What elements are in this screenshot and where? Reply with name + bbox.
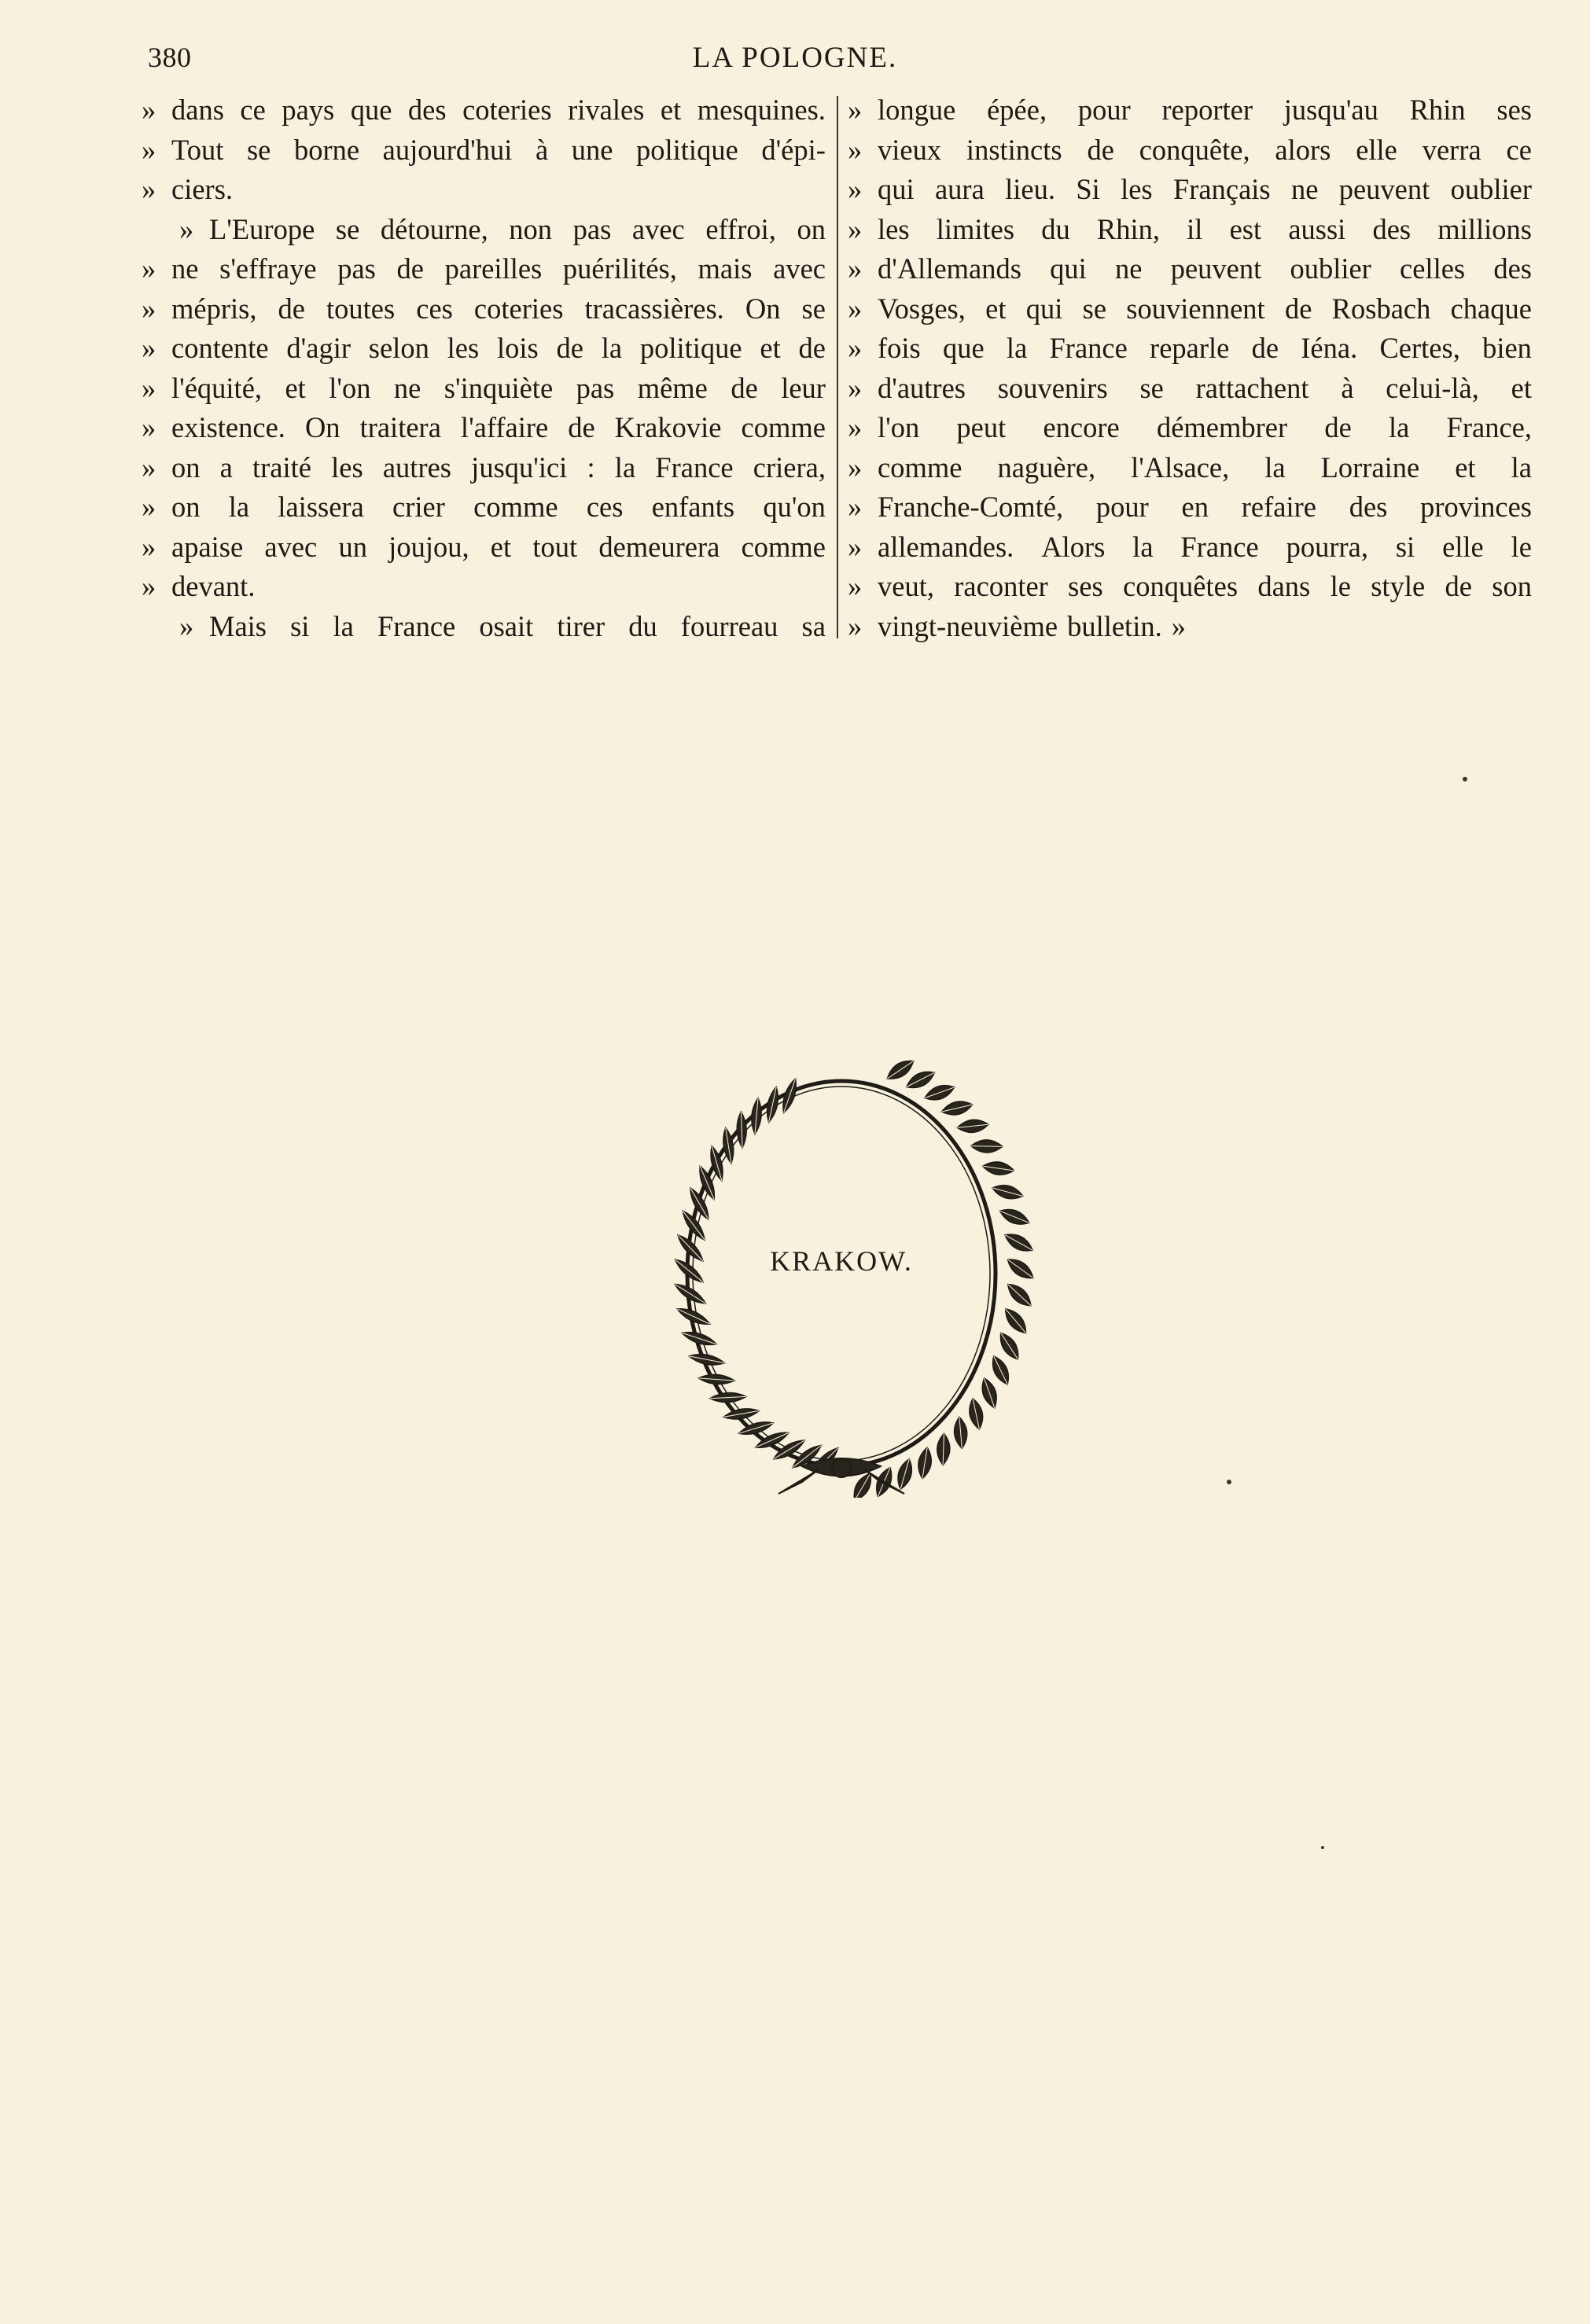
- text-line: [142, 448, 826, 488]
- krakow-vignette: [605, 1057, 1077, 1498]
- quote-mark: »: [142, 94, 156, 126]
- quote-mark: »: [848, 371, 863, 404]
- quote-mark: »: [179, 609, 194, 642]
- text-line: [848, 329, 1532, 369]
- line-text: veut, raconter ses conquêtes dans le style de son: [878, 570, 1532, 602]
- line-text: les limites du Rhin, il est aussi des millions: [878, 212, 1532, 245]
- text-line: [848, 607, 1532, 647]
- text-line: [142, 329, 826, 369]
- text-line: [142, 210, 826, 250]
- line-text: d'Allemands qui ne peuvent oublier celles des: [878, 252, 1532, 285]
- text-line: [848, 567, 1532, 607]
- text-line: [848, 249, 1532, 289]
- text-line: [142, 90, 826, 131]
- text-line: [848, 487, 1532, 528]
- line-text: longue épée, pour reporter jusqu'au Rhin ses: [878, 94, 1532, 126]
- quote-mark: »: [142, 332, 156, 364]
- left-column: [142, 90, 826, 646]
- text-line: [848, 448, 1532, 488]
- text-line: [142, 408, 826, 448]
- line-text: comme naguère, l'Alsace, la Lorraine et la: [878, 450, 1532, 484]
- text-line: [848, 90, 1532, 131]
- text-line: [142, 528, 826, 568]
- line-text: qui aura lieu. Si les Français ne peuvent oublier: [878, 173, 1532, 205]
- line-text: vieux instincts de conquête, alors elle verra ce: [878, 133, 1532, 166]
- line-text: l'équité, et l'on ne s'inquiète pas même de leur: [171, 371, 826, 404]
- text-line: [848, 408, 1532, 448]
- line-text: l'on peut encore démembrer de la France,: [878, 411, 1532, 443]
- text-line: [142, 289, 826, 329]
- quote-mark: »: [142, 450, 156, 484]
- quote-mark: »: [848, 133, 863, 166]
- quote-mark: »: [848, 491, 863, 523]
- text-line: [142, 131, 826, 171]
- quote-mark: »: [848, 570, 863, 602]
- text-line: [142, 567, 826, 607]
- line-text: dans ce pays que des coteries rivales et mesquines.: [171, 94, 826, 126]
- quote-mark: »: [142, 491, 156, 523]
- oak-branch-right: [849, 1057, 1037, 1498]
- quote-mark: »: [142, 292, 156, 325]
- wreath-engraving: [605, 1057, 1077, 1498]
- line-text: ciers.: [171, 173, 234, 205]
- quote-mark: »: [848, 252, 863, 285]
- line-text: Franche-Comté, pour en refaire des provinces: [878, 491, 1532, 523]
- text-line: [142, 487, 826, 528]
- line-text: on a traité les autres jusqu'ici : la France criera,: [171, 450, 826, 484]
- text-line: [848, 210, 1532, 250]
- text-line: [142, 170, 826, 210]
- text-line: [848, 131, 1532, 171]
- quote-mark: »: [142, 371, 156, 404]
- line-text: Vosges, et qui se souviennent de Rosbach chaque: [878, 292, 1532, 325]
- text-line: [142, 607, 826, 647]
- quote-mark: »: [848, 94, 863, 126]
- line-text: existence. On traitera l'affaire de Krakovie comme: [171, 411, 826, 443]
- text-line: [142, 369, 826, 409]
- quote-mark: »: [848, 450, 863, 484]
- line-text: ne s'effraye pas de pareilles puérilités, mais avec: [171, 252, 826, 285]
- quote-mark: »: [142, 173, 156, 205]
- text-line: [848, 528, 1532, 568]
- line-text: allemandes. Alors la France pourra, si elle le: [878, 530, 1532, 563]
- quote-mark: »: [179, 212, 194, 245]
- right-column: [848, 90, 1532, 646]
- quote-mark: »: [848, 212, 863, 245]
- quote-mark: »: [142, 570, 156, 602]
- line-text: apaise avec un joujou, et tout demeurera comme: [171, 530, 826, 563]
- line-text: fois que la France reparle de Iéna. Certes, bien: [878, 332, 1532, 364]
- line-text: Mais si la France osait tirer du fourreau sa: [209, 609, 826, 642]
- page-number: 380: [148, 42, 192, 73]
- running-head: LA POLOGNE.: [692, 42, 898, 74]
- line-text: d'autres souvenirs se rattachent à celui-là, et: [878, 371, 1532, 404]
- text-line: [142, 249, 826, 289]
- quote-mark: »: [142, 252, 156, 285]
- quote-mark: »: [848, 173, 863, 205]
- quote-mark: »: [848, 332, 863, 364]
- text-line: [848, 289, 1532, 329]
- quote-mark: »: [848, 609, 863, 642]
- vignette-caption: KRAKOW.: [770, 1245, 913, 1277]
- line-text: L'Europe se détourne, non pas avec effroi, on: [209, 212, 826, 245]
- quote-mark: »: [848, 530, 863, 563]
- column-rule: [837, 96, 838, 638]
- quote-mark: »: [142, 530, 156, 563]
- line-text: vingt-neuvième bulletin. »: [878, 609, 1186, 642]
- quote-mark: »: [142, 133, 156, 166]
- quote-mark: »: [848, 411, 863, 443]
- quote-mark: »: [848, 292, 863, 325]
- line-text: mépris, de toutes ces coteries tracassières. On se: [171, 292, 826, 325]
- line-text: on la laissera crier comme ces enfants qu'on: [171, 491, 826, 523]
- text-line: [848, 369, 1532, 409]
- quote-mark: »: [142, 411, 156, 443]
- line-text: Tout se borne aujourd'hui à une politique d'épi-: [171, 133, 826, 166]
- line-text: contente d'agir selon les lois de la politique et de: [171, 332, 826, 364]
- line-text: devant.: [171, 570, 256, 602]
- text-line: [848, 170, 1532, 210]
